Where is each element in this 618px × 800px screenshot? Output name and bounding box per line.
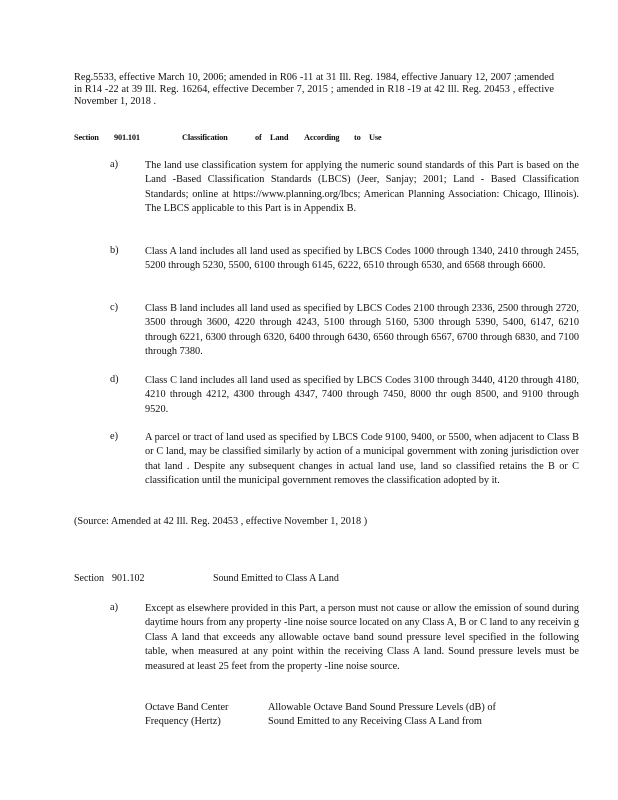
source-note [74, 516, 474, 528]
table-header-line: Octave Band Center [145, 702, 229, 713]
section-title-word: According [304, 133, 340, 142]
subsection-text: The land use classification system for applying the numeric sound standards of this Part is based on the Land -Based Classification Standards (LBCS) (Jeer, Sanjay; 2001; Land - Based Classification Standards; online at https://www.planning.org/lbcs; American Planning Association: Chicago, Illinois). The LBCS applicable to this Part is in Appendix B. [145, 160, 579, 215]
subsection-text: Class B land includes all land used as specified by LBCS Codes 2100 through 2336, 2500 through 2720, 3500 through 3600, 4220 through 4243, 5100 through 5160, 5300 through 5390, 5400, 6147, 6210 through 6221, 6300 through 6320, 6400 through 6430, 6560 through 6567, 6700 through 6830, and 7100 through 7380. [145, 303, 579, 358]
section-title: Sound Emitted to Class A Land [213, 573, 339, 584]
subsection-text: Class C land includes all land used as specified by LBCS Codes 3100 through 3440, 4120 through 4180, 4210 through 4212, 4300 through 4347, 7400 through 7450, 8000 thr ough 8500, and 9100 through 9520. [145, 375, 579, 415]
table-header-line: Allowable Octave Band Sound Pressure Levels (dB) of [268, 702, 496, 713]
subsection-marker: b) [110, 245, 119, 256]
source-text: (Source: Amended at 42 Ill. Reg. 20453 , effective November 1, 2018 ) [74, 516, 368, 527]
table-header-frequency [145, 701, 263, 730]
table-header-line: Frequency (Hertz) [145, 716, 221, 728]
section-901-102-heading [74, 573, 394, 586]
subsection-marker: e) [110, 431, 118, 442]
section-title-word: Classification [182, 133, 228, 142]
section-title-word: Land [270, 133, 289, 142]
subsection-text: A parcel or tract of land used as specified by LBCS Code 9100, 9400, or 5500, when adjacent to Class B or C land, may be classified similarly by action of a municipal government with zoning jurisdiction over that land . Despite any subsequent changes in actual land use, land so classified retains the B or C classification until the municipal government removes the classification adopted by it. [145, 432, 579, 487]
section-title-word: to [354, 133, 361, 142]
history-note [74, 72, 554, 108]
table-header-levels [268, 701, 568, 730]
subsection-marker: d) [110, 374, 119, 385]
section-901-101-heading [74, 133, 394, 145]
section-label: Section [74, 133, 99, 142]
section-number: 901.101 [114, 133, 140, 142]
subsection-marker: a) [110, 602, 118, 613]
history-text: Reg.5533, effective March 10, 2006; amended in R06 -11 at 31 Ill. Reg. 1984, effective January 12, 2007 ;amended in R14 -22 at 39 Ill. Reg. 16264, effective December 7, 2015 ; amended in R18 -19 at 42 Ill. Reg. 20453 , effective November 1, 2018 . [74, 72, 554, 107]
subsection-text: Except as elsewhere provided in this Part, a person must not cause or allow the emission of sound during daytime hours from any property -line noise source located on any Class A, B or C land to any receivin g Class A land that exceeds any allowable octave band sound pressure level specified in the following table, when measured at any point within the receiving Class A land. Sound pressure levels must be measured at least 25 feet from the property -line noise source. [145, 603, 579, 672]
subsection-marker: a) [110, 159, 118, 170]
section-number: 901.102 [112, 573, 145, 584]
table-header-line: Sound Emitted to any Receiving Class A Land from [268, 716, 482, 728]
subsection-marker: c) [110, 302, 118, 313]
section-title-word: of [255, 133, 262, 142]
section-title-word: Use [369, 133, 382, 142]
subsection-text: Class A land includes all land used as specified by LBCS Codes 1000 through 1340, 2410 through 2455, 5200 through 5230, 5500, 6100 through 6145, 6222, 6510 through 6530, and 6568 through 6600. [145, 246, 579, 272]
section-label: Section [74, 573, 104, 584]
